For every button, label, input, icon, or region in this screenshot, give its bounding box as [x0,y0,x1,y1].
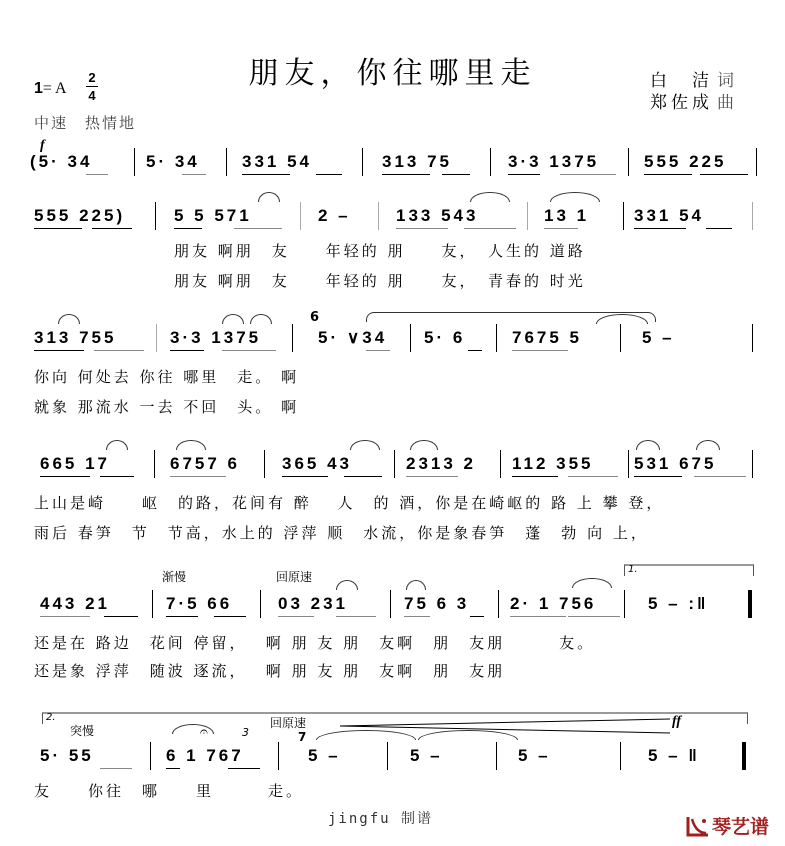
measure: 331 54 [634,206,704,225]
transcriber-credit: jingfu 制谱 [328,811,434,827]
measure: 5· 6 [424,328,466,347]
key-prefix: 1 [34,80,43,97]
logo-icon [686,815,710,837]
barline [756,148,757,176]
underline [40,616,90,617]
underline [316,174,342,175]
underline [214,616,246,617]
underline [404,616,430,617]
slur [250,314,272,324]
slur [176,440,206,450]
slur [350,440,380,450]
barline [156,324,157,352]
lyric-verse-1: 朋友 啊朋 友 年轻的 朋 友， 人生的 道路 [174,242,586,260]
barline [260,590,261,618]
measure: 2· 1 756 [510,594,597,613]
barline [527,202,528,230]
underline [34,350,84,351]
lyric-verse-2: 朋友 啊朋 友 年轻的 朋 友， 青春的 时光 [174,272,586,290]
barline [496,324,497,352]
underline [182,174,206,175]
measure: 313 755 [34,328,117,347]
underline [644,174,692,175]
tempo-annotation-slowing: 渐慢 [162,570,187,584]
lyric-verse-2: 雨后 春笋 节 节高，水上的 浮萍 顺 水流，你是象春笋 蓬 勃 向 上， [34,524,649,542]
composer-credit [650,88,738,113]
tuplet-label: 3 [242,726,249,739]
underline [104,616,138,617]
lyricist-role: 词 [717,71,738,91]
slur [106,440,128,450]
lyric-verse-1: 上山是崎 岖 的路，花间有 醉 人 的 酒，你是在崎岖的 路 上 攀 登， [34,494,665,512]
underline [464,228,516,229]
barline [498,590,499,618]
barline [390,590,391,618]
second-ending-label: 2. [46,712,56,723]
dynamic-marking: ff [672,714,682,729]
barline [628,450,629,478]
measure: 03 231 [278,594,348,613]
underline [470,616,484,617]
measure: 665 17 [40,454,110,473]
barline [623,202,624,230]
underline [166,616,198,617]
measure: 531 675 [634,454,717,473]
barline [496,742,497,770]
lyric-verse-1: 友 你往 哪 里 走。 [34,782,305,800]
barline [620,324,621,352]
tempo-annotation-sudden-slow: 突慢 [70,724,95,738]
underline [508,174,540,175]
song-title: 朋友，你往哪里走 [248,56,537,91]
underline [694,476,746,477]
measure: 6757 6 [170,454,240,473]
measure: 7675 5 [512,328,582,347]
barline [628,148,629,176]
underline [86,174,108,175]
underline [544,228,578,229]
underline [100,768,132,769]
underline [406,476,458,477]
tempo-marking: 中速 热情地 [34,114,137,132]
score-line-1 [0,138,785,184]
measure: 555 225 [644,152,727,171]
barline [500,450,501,478]
underline [568,476,618,477]
measure: 2 – [318,206,351,225]
slur [58,314,80,324]
slur [406,580,426,590]
barline [378,202,379,230]
time-signature-bottom: 4 [88,88,96,103]
underline [34,228,82,229]
dynamic-marking: f [40,138,45,153]
measure: 5· ∨34 [318,328,388,347]
underline [568,616,620,617]
underline [366,350,390,351]
measure: 5 5 571 [174,206,252,225]
time-signature-top: 2 [88,70,96,85]
measure: 5 – [308,746,341,765]
underline [174,228,202,229]
first-ending-bracket [624,564,754,576]
measure: 331 54 [242,152,312,171]
measure: 5· 34 [146,152,200,171]
slur [258,192,280,202]
underline [706,228,732,229]
key-signature [34,80,67,98]
barline [387,742,388,770]
barline [752,450,753,478]
underline [512,476,558,477]
site-logo[interactable] [686,812,769,839]
underline [228,768,260,769]
barline [150,742,151,770]
barline [292,324,293,352]
underline [512,350,568,351]
time-signature-divider [86,86,98,87]
underline [634,476,682,477]
score-line-5 [0,586,785,626]
measure: 555 225) [34,206,126,225]
measure: 443 21 [40,594,110,613]
underline [700,174,748,175]
measure: 75 6 3 [404,594,470,613]
measure: 365 43 [282,454,352,473]
underline [560,174,616,175]
score-line-3 [0,310,785,360]
final-barline [742,742,746,770]
barline [752,202,753,230]
barline [490,148,491,176]
measure: 5 – ‖ [648,746,700,765]
slur [470,192,510,202]
tempo-annotation-resume: 回原速 [276,570,313,584]
underline [94,350,144,351]
measure: 6 1 767 [166,746,244,765]
composer-name: 郑佐成 [650,93,713,113]
underline [242,174,290,175]
measure: 5 – :‖ [648,594,709,613]
measure: 5 – [518,746,551,765]
barline [278,742,279,770]
barline [155,202,156,230]
slur [636,440,660,450]
underline [222,350,276,351]
barline [394,450,395,478]
measure: (5· 34 [30,152,93,171]
underline [382,174,430,175]
underline [396,228,448,229]
slur [410,440,438,450]
score-line-4 [0,446,785,486]
measure: 7·5 66 [166,594,233,613]
barline [362,148,363,176]
underline [336,616,376,617]
repeat-end-barline [748,590,752,618]
first-ending-label: 1. [628,564,638,575]
fermata-icon: 𝄐 [200,724,208,740]
underline [442,174,470,175]
underline [344,476,382,477]
underline [634,228,686,229]
barline [410,324,411,352]
key-text: = A [42,80,67,97]
underline [100,476,134,477]
slur [222,314,244,324]
barline [624,590,625,618]
measure: 2313 2 [406,454,476,473]
measure: 13 1 [544,206,590,225]
slur [550,192,600,202]
barline [752,324,753,352]
underline [166,768,180,769]
measure: 3·3 1375 [508,152,600,171]
score-line-2 [0,198,785,238]
grace-note: 6 [310,310,320,325]
lyric-verse-2: 还是象 浮萍 随波 逐流， 啊 朋 友 朋 友啊 朋 友朋 [34,662,506,680]
grace-note: 7 [298,730,307,744]
tempo-annotation-resume: 回原速 [270,716,307,730]
measure: 112 355 [512,454,594,473]
underline [40,476,90,477]
measure: 5· 55 [40,746,94,765]
underline [92,228,132,229]
time-signature [86,70,98,103]
underline [468,350,482,351]
underline [234,228,282,229]
slur [696,440,720,450]
lyric-verse-2: 就象 那流水 一去 不回 头。 啊 [34,398,300,416]
slur [336,580,358,590]
underline [278,616,314,617]
underline [170,350,204,351]
underline [510,616,566,617]
measure: 5 – [410,746,443,765]
underline [170,476,226,477]
underline [282,476,328,477]
barline [152,590,153,618]
logo-text: 琴艺谱 [712,816,770,838]
barline [154,450,155,478]
lyric-verse-1: 还是在 路边 花间 停留， 啊 朋 友 朋 友啊 朋 友朋 友。 [34,634,596,652]
barline [300,202,301,230]
measure: 5 – [642,328,675,347]
barline [226,148,227,176]
measure: 313 75 [382,152,452,171]
barline [134,148,135,176]
lyricist-name: 白 洁 [650,71,713,91]
barline [620,742,621,770]
lyric-verse-1: 你向 何处去 你往 哪里 走。 啊 [34,368,300,386]
barline [264,450,265,478]
slur [572,578,612,588]
measure: 133 543 [396,206,479,225]
composer-role: 曲 [717,93,738,113]
measure: 3·3 1375 [170,328,262,347]
